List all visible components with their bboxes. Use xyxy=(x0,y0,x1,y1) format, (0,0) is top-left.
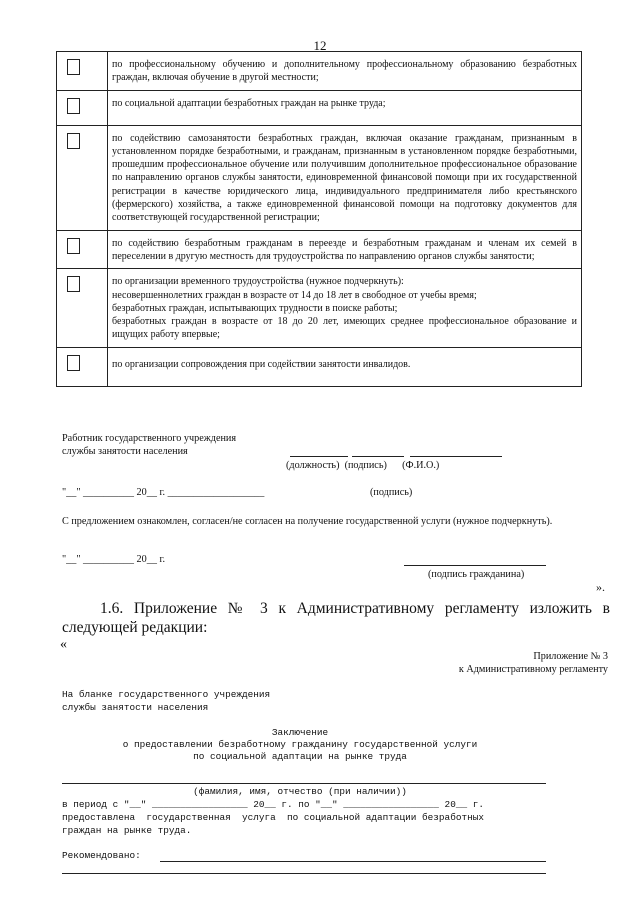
fio-line[interactable] xyxy=(410,456,502,457)
checkbox[interactable] xyxy=(67,276,80,292)
amendment-text: 1.6. Приложение № 3 к Административному регламенту изложить в следующей редакции: xyxy=(62,600,610,636)
fio-caption: (фамилия, имя, отчество (при наличии)) xyxy=(193,786,407,797)
table-row xyxy=(57,125,582,230)
checkbox[interactable] xyxy=(67,238,80,254)
recommended-label: Рекомендовано: xyxy=(62,850,141,861)
option-line: несовершеннолетних граждан в возрасте от 14 до 18 лет в свободное от учебы время; xyxy=(112,289,477,301)
worker-label-2: службы занятости населения xyxy=(62,446,188,457)
option-text: по содействию безработным гражданам в переезде и безработным гражданам и членам их семей в переселении в другую местность для трудоустройства по направлению органов службы занятости; xyxy=(108,230,582,269)
option-text: по социальной адаптации безработных граждан на рынке труда; xyxy=(108,90,582,125)
form-subtitle-2: по социальной адаптации на рынке труда xyxy=(193,751,407,762)
worker-label-1: Работник государственного учреждения xyxy=(62,433,237,444)
form-subtitle-1: о предоставлении безработному гражданину государственной услуги xyxy=(122,739,478,750)
appendix-ref: к Административному регламенту xyxy=(458,664,608,675)
signature-caption: (подпись) xyxy=(370,487,413,498)
table-row xyxy=(57,52,582,91)
table-row xyxy=(57,230,582,269)
appendix-label: Приложение № 3 xyxy=(533,651,608,662)
option-line: безработных граждан, испытывающих трудности в поиске работы; xyxy=(112,302,398,314)
open-quote: « xyxy=(60,637,67,652)
page-number: 12 xyxy=(313,38,327,53)
recommended-line-2[interactable] xyxy=(62,873,546,874)
position-line[interactable] xyxy=(290,456,348,457)
recommended-line[interactable] xyxy=(160,861,546,862)
date-field-2[interactable]: "__" __________ 20__ г. xyxy=(62,554,166,565)
form-blank-1: На бланке государственного учреждения xyxy=(62,689,271,700)
option-line: по организации временного трудоустройства (нужное подчеркнуть): xyxy=(112,276,404,288)
worker-caption: (должность) (подпись) (Ф.И.О.) xyxy=(286,460,440,471)
checkbox[interactable] xyxy=(67,355,80,371)
option-text: по организации сопровождения при содействии занятости инвалидов. xyxy=(108,347,582,386)
provided-text-1: предоставлена государственная услуга по социальной адаптации безработных xyxy=(62,812,484,823)
checkbox[interactable] xyxy=(67,59,80,75)
option-text: по содействию самозанятости безработных граждан, включая оказание гражданам, признанным в установленном порядке безработными, и гражданам, признанным в установленном порядке безработными, прошедшим профессиональное обучение или получившим дополнительное профессиональное образование по направлению органов службы занятости, единовременной финансовой помощи при их государственной регистрации в качестве юридического лица, индивидуального предпринимателя либо крестьянского (фермерского) хозяйства, а также единовременной финансовой помощи на подготовку документов для соответствующей государственной регистрации; xyxy=(108,125,582,230)
option-line: безработных граждан в возрасте от 18 до 20 лет, имеющих среднее профессиональное образование и ищущих работу впервые; xyxy=(112,316,577,341)
form-title: Заключение xyxy=(271,727,329,738)
period-line[interactable]: в период с "__" _________________ 20__ г. по "__" _________________ 20__ г. xyxy=(62,799,484,810)
signature-line[interactable] xyxy=(352,456,404,457)
table-row xyxy=(57,269,582,347)
checkbox[interactable] xyxy=(67,133,80,149)
citizen-caption: (подпись гражданина) xyxy=(428,569,525,580)
option-text: по профессиональному обучению и дополнительному профессиональному образованию безработных граждан, включая обучение в другой местности; xyxy=(108,52,582,91)
date-field[interactable]: "__" __________ 20__ г. ___________________ xyxy=(62,487,265,498)
option-text xyxy=(108,269,582,347)
citizen-signature-line[interactable] xyxy=(404,565,546,566)
fio-input-line[interactable] xyxy=(62,783,546,784)
close-quote: ». xyxy=(596,580,605,594)
services-table xyxy=(56,51,582,387)
provided-text-2: граждан на рынке труда. xyxy=(62,825,192,836)
checkbox[interactable] xyxy=(67,98,80,114)
table-row xyxy=(57,90,582,125)
table-row xyxy=(57,347,582,386)
consent-text: С предложением ознакомлен, согласен/не согласен на получение государственной услуги (нужное подчеркнуть). xyxy=(62,516,553,527)
form-blank-2: службы занятости населения xyxy=(62,702,209,713)
